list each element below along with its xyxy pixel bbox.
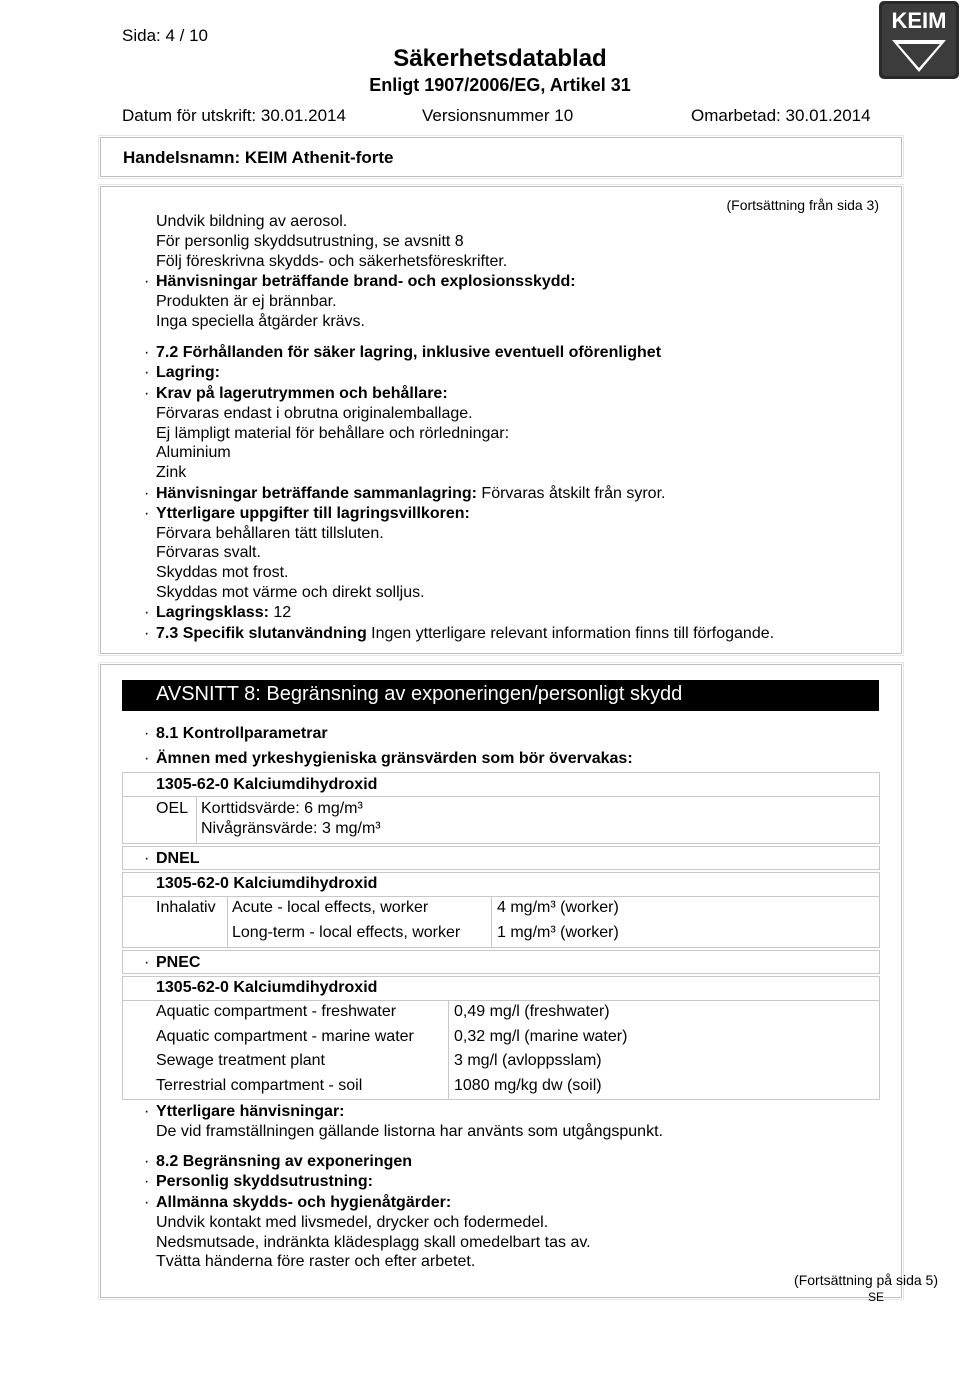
bullet-dot: · (144, 625, 150, 642)
text-line: Ej lämpligt material för behållare och rörledningar: (156, 425, 510, 442)
bullet-dot: · (144, 604, 150, 621)
revised-date: Omarbetad: 30.01.2014 (691, 106, 871, 125)
bullet-dot: · (144, 850, 150, 867)
print-date: Datum för utskrift: 30.01.2014 (122, 106, 346, 125)
bullet-dot: · (144, 1153, 150, 1170)
heading-storage-requirements: Krav på lagerutrymmen och behållare: (156, 385, 448, 402)
heading-storage-conditions: Ytterligare uppgifter till lagringsvillkoren: (156, 505, 470, 522)
heading-additional-notes: Ytterligare hänvisningar: (156, 1103, 345, 1120)
heading-8-1: 8.1 Kontrollparametrar (156, 725, 328, 742)
continued-to: (Fortsättning på sida 5) (794, 1272, 938, 1288)
dnel-heading: DNEL (156, 850, 200, 867)
text-line: Skyddas mot värme och direkt solljus. (156, 584, 425, 601)
oel-substance: 1305-62-0 Kalciumdihydroxid (156, 776, 378, 793)
text-line: Förvaras svalt. (156, 544, 261, 561)
pnec-value: 3 mg/l (avloppsslam) (454, 1052, 602, 1069)
heading-ppe: Personlig skyddsutrustning: (156, 1173, 373, 1190)
bullet-dot: · (144, 1103, 150, 1120)
text-line: Nedsmutsade, indränkta klädesplagg skall omedelbart tas av. (156, 1234, 591, 1251)
text-line: Produkten är ej brännbar. (156, 293, 337, 310)
pnec-compartment: Sewage treatment plant (156, 1052, 325, 1069)
bullet-dot: · (144, 505, 150, 522)
dnel-value: 1 mg/m³ (worker) (497, 924, 619, 941)
text-line: Inga speciella åtgärder krävs. (156, 313, 365, 330)
table-divider (122, 1000, 880, 1001)
table-divider (122, 896, 880, 897)
bullet-dot: · (144, 485, 150, 502)
logo-text: KEIM (891, 8, 947, 33)
pnec-compartment: Aquatic compartment - marine water (156, 1028, 414, 1045)
heading-8-2: 8.2 Begränsning av exponeringen (156, 1153, 413, 1170)
pnec-compartment: Aquatic compartment - freshwater (156, 1003, 397, 1020)
table-divider (448, 1000, 449, 1100)
bullet-dot: · (144, 750, 150, 767)
heading-storage: Lagring: (156, 364, 220, 381)
text-line: Zink (156, 464, 187, 481)
pnec-header-box (122, 950, 880, 974)
pnec-compartment: Terrestrial compartment - soil (156, 1077, 363, 1094)
table-divider (227, 896, 228, 948)
dnel-value: 4 mg/m³ (worker) (497, 899, 619, 916)
heading-monitored-substances: Ämnen med yrkeshygieniska gränsvärden som bör övervakas: (156, 750, 633, 767)
text-line: Undvik kontakt med livsmedel, drycker och fodermedel. (156, 1214, 549, 1231)
co-storage-label: Hänvisningar beträffande sammanlagring: (156, 485, 477, 502)
table-divider (122, 796, 880, 797)
bullet-dot: · (144, 725, 150, 742)
version-number: Versionsnummer 10 (422, 106, 574, 125)
table-divider (196, 796, 197, 844)
page-number: Sida: 4 / 10 (122, 26, 209, 45)
bullet-dot: · (144, 385, 150, 402)
storage-class-label: Lagringsklass: (156, 604, 269, 621)
dnel-effect: Long-term - local effects, worker (232, 924, 461, 941)
continued-from: (Fortsättning från sida 3) (726, 197, 879, 213)
text-line: De vid framställningen gällande listorna har använts som utgångspunkt. (156, 1123, 663, 1140)
heading-fire-protection: Hänvisningar beträffande brand- och explosionsskydd: (156, 273, 576, 290)
table-divider (491, 896, 492, 948)
bullet-dot: · (144, 273, 150, 290)
text-line: Följ föreskrivna skydds- och säkerhetsföreskrifter. (156, 253, 508, 270)
text-line: För personlig skyddsutrustning, se avsnitt 8 (156, 233, 464, 250)
section-8-header: AVSNITT 8: Begränsning av exponeringen/personligt skydd (122, 680, 879, 711)
language-code: SE (868, 1290, 885, 1304)
co-storage-line (156, 484, 665, 504)
document-subtitle: Enligt 1907/2006/EG, Artikel 31 (369, 75, 631, 95)
dnel-effect: Acute - local effects, worker (232, 899, 429, 916)
pnec-substance: 1305-62-0 Kalciumdihydroxid (156, 979, 378, 996)
pnec-value: 0,49 mg/l (freshwater) (454, 1003, 610, 1020)
end-use-line (156, 624, 774, 644)
trade-name: Handelsnamn: KEIM Athenit-forte (100, 137, 902, 177)
keim-logo (878, 0, 960, 80)
dnel-header-box (122, 846, 880, 870)
text-line: Tvätta händerna före raster och efter arbetet. (156, 1253, 476, 1270)
pnec-value: 1080 mg/kg dw (soil) (454, 1077, 602, 1094)
oel-long-term: Nivågränsvärde: 3 mg/m³ (201, 820, 381, 837)
bullet-dot: · (144, 1173, 150, 1190)
text-line: Aluminium (156, 444, 231, 461)
text-line: Förvaras endast i obrutna originalemballage. (156, 405, 473, 422)
dnel-route: Inhalativ (156, 899, 216, 916)
heading-general-hygiene: Allmänna skydds- och hygienåtgärder: (156, 1194, 452, 1211)
heading-7-2: 7.2 Förhållanden för säker lagring, inklusive eventuell oförenlighet (156, 344, 662, 361)
bullet-dot: · (144, 1194, 150, 1211)
pnec-heading: PNEC (156, 954, 201, 971)
storage-class-line (156, 603, 291, 623)
co-storage-value: Förvaras åtskilt från syror. (476, 485, 666, 502)
oel-label: OEL (156, 800, 189, 817)
bullet-dot: · (144, 954, 150, 971)
oel-short-term: Korttidsvärde: 6 mg/m³ (201, 800, 363, 817)
text-line: Undvik bildning av aerosol. (156, 213, 348, 230)
storage-class-value: 12 (268, 604, 292, 621)
text-line: Skyddas mot frost. (156, 564, 289, 581)
pnec-value: 0,32 mg/l (marine water) (454, 1028, 628, 1045)
text-line: Förvara behållaren tätt tillsluten. (156, 525, 384, 542)
bullet-dot: · (144, 344, 150, 361)
bullet-dot: · (144, 364, 150, 381)
document-title: Säkerhetsdatablad (393, 45, 607, 72)
end-use-value: Ingen ytterligare relevant information finns till förfogande. (366, 625, 775, 642)
dnel-substance: 1305-62-0 Kalciumdihydroxid (156, 875, 378, 892)
end-use-label: 7.3 Specifik slutanvändning (156, 625, 367, 642)
